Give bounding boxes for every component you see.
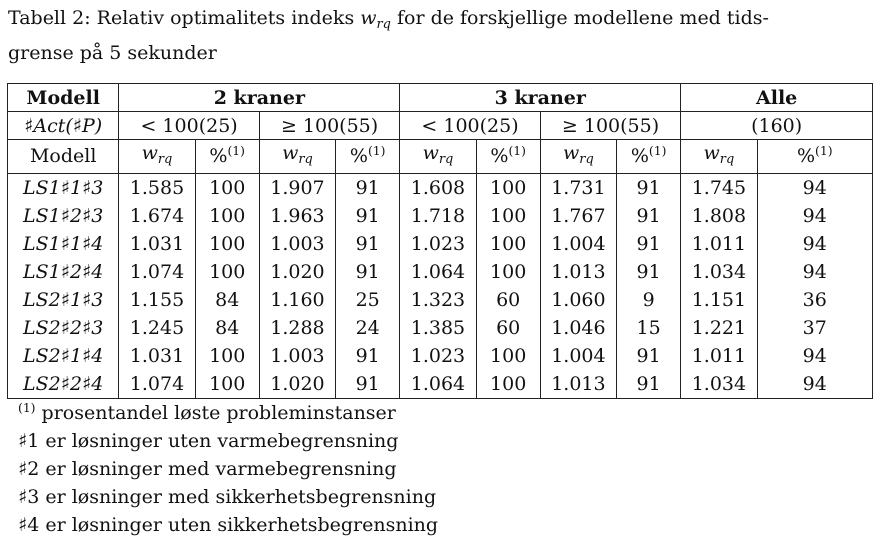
cell-wrq: 1.963 — [259, 202, 335, 230]
cell-percent: 94 — [757, 370, 872, 399]
cell-percent: 94 — [757, 258, 872, 286]
subheader-wrq — [540, 140, 616, 174]
subheader-wrq — [259, 140, 335, 174]
cell-percent: 60 — [476, 286, 540, 314]
cell-percent: 94 — [757, 230, 872, 258]
cell-wrq: 1.151 — [681, 286, 757, 314]
cell-wrq: 1.221 — [681, 314, 757, 342]
row-label: LS2♯1♯3 — [8, 286, 119, 314]
subheader-percent-sup: (1) — [227, 144, 245, 159]
cell-wrq: 1.034 — [681, 370, 757, 399]
cell-percent: 60 — [476, 314, 540, 342]
cell-percent: 24 — [336, 314, 400, 342]
table-row — [8, 286, 873, 314]
cell-wrq: 1.004 — [540, 342, 616, 370]
results-table — [7, 83, 873, 399]
cell-wrq: 1.074 — [119, 258, 195, 286]
cell-wrq: 1.064 — [400, 370, 476, 399]
cell-percent: 100 — [195, 230, 259, 258]
subheader-wrq-sub: rq — [157, 151, 173, 167]
cell-percent: 91 — [336, 258, 400, 286]
row-label: LS1♯2♯4 — [8, 258, 119, 286]
subheader-wrq-symbol: w — [422, 142, 439, 164]
cell-wrq: 1.031 — [119, 342, 195, 370]
header-2k-ge100: ≥ 100(55) — [259, 112, 400, 140]
header-row-2 — [8, 112, 873, 140]
cell-percent: 94 — [757, 173, 872, 202]
table-row — [8, 370, 873, 399]
note-2: ♯2 er løsninger med varmebegrensning — [18, 458, 397, 480]
row-label: LS1♯1♯3 — [8, 173, 119, 202]
cell-percent: 84 — [195, 286, 259, 314]
cell-percent: 36 — [757, 286, 872, 314]
cell-percent: 100 — [195, 258, 259, 286]
subheader-wrq-sub: rq — [298, 151, 313, 167]
subheader-percent — [617, 140, 681, 174]
header-2-kraner: 2 kraner — [119, 84, 400, 112]
cell-percent: 15 — [617, 314, 681, 342]
row-label: LS2♯1♯4 — [8, 342, 119, 370]
cell-percent: 25 — [336, 286, 400, 314]
header-2k-lt100: < 100(25) — [119, 112, 259, 140]
cell-percent: 91 — [336, 342, 400, 370]
subheader-percent-sup: (1) — [815, 144, 833, 159]
caption-text-after: for de forskjellige modellene med tids- — [390, 7, 769, 29]
cell-percent: 100 — [476, 370, 540, 399]
row-label: LS1♯2♯3 — [8, 202, 119, 230]
note-1: ♯1 er løsninger uten varmebegrensning — [18, 430, 399, 452]
caption-math-sub: rq — [376, 16, 391, 32]
cell-wrq: 1.003 — [259, 230, 335, 258]
cell-wrq: 1.767 — [540, 202, 616, 230]
subheader-wrq — [119, 140, 195, 174]
cell-wrq: 1.020 — [259, 258, 335, 286]
table-row — [8, 258, 873, 286]
cell-wrq: 1.608 — [400, 173, 476, 202]
cell-percent: 100 — [195, 370, 259, 399]
subheader-percent-sup: (1) — [367, 144, 386, 159]
subheader-percent-sup: (1) — [508, 144, 526, 159]
subheader-percent — [757, 140, 872, 174]
caption-line-2: grense på 5 sekunder — [8, 41, 217, 64]
header-modell: Modell — [8, 84, 119, 112]
header-modell-sub: Modell — [8, 140, 119, 174]
cell-wrq: 1.023 — [400, 230, 476, 258]
cell-wrq: 1.031 — [119, 230, 195, 258]
subheader-wrq-sub: rq — [579, 151, 594, 167]
subheader-percent — [476, 140, 540, 174]
cell-wrq: 1.385 — [400, 314, 476, 342]
row-label: LS2♯2♯3 — [8, 314, 119, 342]
header-act-p: ♯Act(♯P) — [8, 112, 119, 140]
caption-text-before: Tabell 2: Relativ optimalitets indeks — [8, 7, 361, 29]
cell-percent: 91 — [617, 342, 681, 370]
cell-percent: 91 — [617, 202, 681, 230]
table-row — [8, 202, 873, 230]
cell-wrq: 1.074 — [119, 370, 195, 399]
subheader-wrq-symbol: w — [141, 142, 158, 164]
cell-wrq: 1.004 — [540, 230, 616, 258]
cell-percent: 100 — [476, 258, 540, 286]
subheader-percent-symbol: % — [490, 145, 509, 168]
subheader-percent — [195, 140, 259, 174]
row-label: LS1♯1♯4 — [8, 230, 119, 258]
subheader-percent — [336, 140, 400, 174]
subheader-wrq-symbol: w — [703, 142, 720, 164]
table-row — [8, 342, 873, 370]
header-3k-lt100: < 100(25) — [400, 112, 540, 140]
subheader-wrq — [681, 140, 757, 174]
table-row — [8, 173, 873, 202]
subheader-percent-sup: (1) — [648, 144, 667, 159]
cell-wrq: 1.034 — [681, 258, 757, 286]
cell-percent: 100 — [476, 202, 540, 230]
cell-percent: 9 — [617, 286, 681, 314]
header-3k-ge100: ≥ 100(55) — [540, 112, 681, 140]
cell-percent: 91 — [336, 370, 400, 399]
caption-line-1 — [8, 4, 868, 39]
subheader-wrq-sub: rq — [438, 151, 454, 167]
header-alle-160: (160) — [681, 112, 873, 140]
cell-wrq: 1.674 — [119, 202, 195, 230]
subheader-percent-symbol: % — [796, 145, 816, 168]
header-row-3 — [8, 140, 873, 174]
cell-wrq: 1.160 — [259, 286, 335, 314]
cell-wrq: 1.288 — [259, 314, 335, 342]
cell-percent: 100 — [476, 230, 540, 258]
cell-wrq: 1.907 — [259, 173, 335, 202]
cell-percent: 94 — [757, 202, 872, 230]
cell-wrq: 1.745 — [681, 173, 757, 202]
header-3-kraner: 3 kraner — [400, 84, 681, 112]
cell-wrq: 1.060 — [540, 286, 616, 314]
cell-percent: 91 — [617, 370, 681, 399]
cell-percent: 91 — [336, 202, 400, 230]
cell-percent: 100 — [476, 173, 540, 202]
cell-percent: 91 — [336, 230, 400, 258]
note-3: ♯3 er løsninger med sikkerhetsbegrensning — [18, 486, 437, 508]
table-row — [8, 314, 873, 342]
cell-percent: 94 — [757, 342, 872, 370]
cell-percent: 100 — [195, 202, 259, 230]
header-row-1 — [8, 84, 873, 112]
cell-wrq: 1.808 — [681, 202, 757, 230]
cell-wrq: 1.064 — [400, 258, 476, 286]
footnote-text: prosentandel løste probleminstanser — [35, 402, 396, 424]
cell-percent: 91 — [617, 258, 681, 286]
cell-wrq: 1.013 — [540, 258, 616, 286]
cell-wrq: 1.323 — [400, 286, 476, 314]
cell-percent: 84 — [195, 314, 259, 342]
table-notes — [18, 399, 438, 539]
table-caption — [8, 4, 868, 67]
cell-percent: 91 — [617, 173, 681, 202]
subheader-wrq-sub: rq — [719, 151, 735, 167]
cell-wrq: 1.731 — [540, 173, 616, 202]
cell-percent: 37 — [757, 314, 872, 342]
header-alle: Alle — [681, 84, 873, 112]
subheader-wrq-symbol: w — [282, 142, 299, 164]
subheader-percent-symbol: % — [349, 145, 368, 168]
cell-wrq: 1.585 — [119, 173, 195, 202]
cell-percent: 100 — [476, 342, 540, 370]
cell-wrq: 1.011 — [681, 342, 757, 370]
subheader-percent-symbol: % — [209, 145, 228, 168]
subheader-percent-symbol: % — [630, 145, 649, 168]
cell-wrq: 1.020 — [259, 370, 335, 399]
cell-wrq: 1.013 — [540, 370, 616, 399]
subheader-wrq — [400, 140, 476, 174]
cell-wrq: 1.011 — [681, 230, 757, 258]
cell-wrq: 1.718 — [400, 202, 476, 230]
row-label: LS2♯2♯4 — [8, 370, 119, 399]
cell-percent: 100 — [195, 342, 259, 370]
cell-wrq: 1.046 — [540, 314, 616, 342]
footnote-marker: (1) — [18, 401, 36, 416]
cell-wrq: 1.155 — [119, 286, 195, 314]
caption-math — [360, 7, 391, 32]
cell-percent: 91 — [336, 173, 400, 202]
table-row — [8, 230, 873, 258]
subheader-wrq-symbol: w — [563, 142, 580, 164]
cell-wrq: 1.023 — [400, 342, 476, 370]
cell-wrq: 1.003 — [259, 342, 335, 370]
cell-percent: 100 — [195, 173, 259, 202]
cell-percent: 91 — [617, 230, 681, 258]
caption-math-symbol: w — [360, 7, 377, 29]
footnote-1 — [18, 399, 438, 427]
cell-wrq: 1.245 — [119, 314, 195, 342]
note-4: ♯4 er løsninger uten sikkerhetsbegrensning — [18, 514, 439, 536]
